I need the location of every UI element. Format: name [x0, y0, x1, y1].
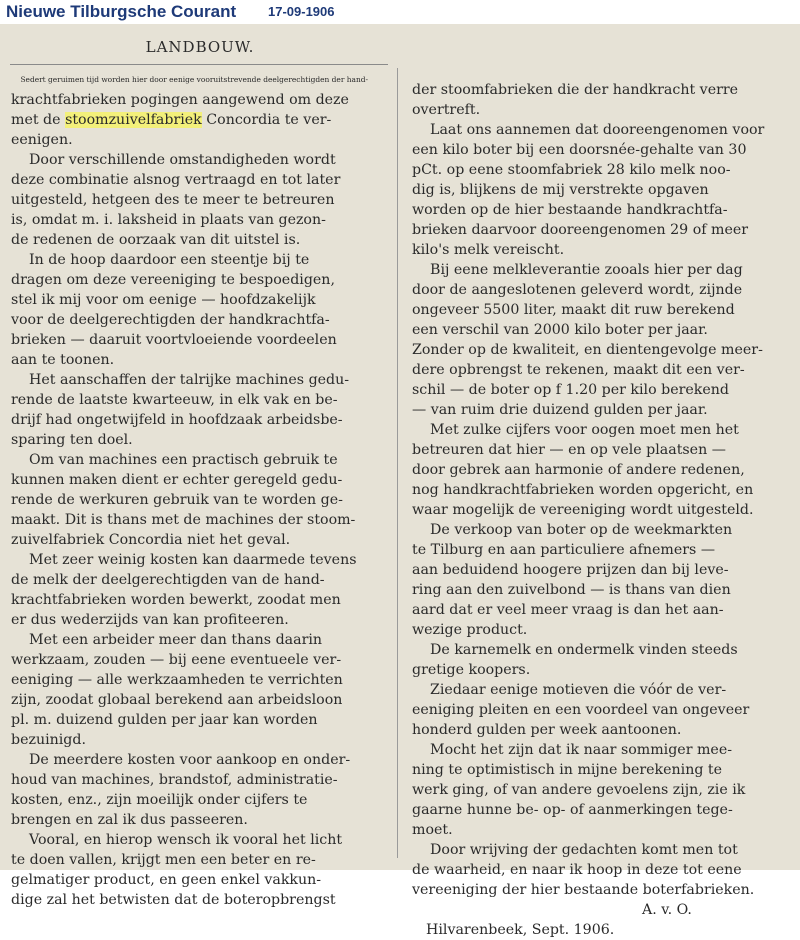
newspaper-name: Nieuwe Tilburgsche Courant	[6, 2, 237, 21]
article-line: Het aanschaffen der talrijke machines gedu-	[11, 372, 350, 388]
article-line: waar mogelijk de vereeniging wordt uitgesteld.	[412, 502, 754, 518]
article-line: Om van machines een practisch gebruik te	[11, 452, 338, 468]
article-line: Bij eene melkleverantie zooals hier per dag	[412, 262, 743, 278]
article-line: Ziedaar eenige motieven die vóór de ver-	[412, 682, 727, 698]
article-line: pCt. op eene stoomfabriek 28 kilo melk noo-	[412, 162, 731, 178]
article-line: uitgesteld, hetgeen des te meer te betreuren	[11, 192, 335, 208]
article-line: Met zulke cijfers voor oogen moet men het	[412, 422, 739, 438]
article-line: stel ik mij voor om eenige — hoofdzakelijk	[11, 292, 316, 308]
article-line: werkzaam, zouden — bij eene eventueele ver-	[11, 652, 342, 668]
article-line: overtreft.	[412, 102, 481, 118]
highlighted-search-term: stoomzuivelfabriek	[65, 112, 202, 128]
article-line: te Tilburg en aan particuliere afnemers —	[412, 542, 716, 558]
place-date-line: Hilvarenbeek, Sept. 1906.	[426, 922, 615, 938]
article-line: ongeveer 5500 liter, maakt dit ruw berekend	[412, 302, 735, 318]
article-line: eenigen.	[11, 132, 73, 148]
article-line: nog handkrachtfabrieken worden opgericht, en	[412, 482, 754, 498]
article-line: rende de laatste kwarteeuw, in elk vak en be-	[11, 392, 338, 408]
article-line: eeniging pleiten en een voordeel van ongeveer	[412, 702, 750, 718]
article-line: houd van machines, brandstof, administratie-	[11, 772, 338, 788]
article-line: In de hoop daardoor een steentje bij te	[11, 252, 310, 268]
article-line: kosten, enz., zijn moeilijk onder cijfers te	[11, 792, 308, 808]
article-line: brengen en zal ik dus passeeren.	[11, 812, 248, 828]
article-line: — van ruim drie duizend gulden per jaar.	[412, 402, 708, 418]
article-line: deze combinatie alsnog vertraagd en tot later	[11, 172, 341, 188]
article-line: aan te toonen.	[11, 352, 115, 368]
article-line: vereeniging der hier bestaande boterfabrieken.	[412, 882, 755, 898]
article-line: worden op de hier bestaande handkrachtfa-	[412, 202, 728, 218]
article-line: Door wrijving der gedachten komt men tot	[412, 842, 738, 858]
article-line: rende de werkuren gebruik van te worden ge-	[11, 492, 343, 508]
article-line	[11, 110, 376, 130]
article-line: bezuinigd.	[11, 732, 86, 748]
article-line: wezige product.	[412, 622, 528, 638]
author-signature: A. v. O.	[642, 902, 692, 918]
article-line: de waarheid, en naar ik hoop in deze tot eene	[412, 862, 742, 878]
article-line-end: Concordia te ver-	[201, 112, 332, 128]
article-line: gretige koopers.	[412, 662, 531, 678]
article-line: betreuren dat hier — en op vele plaatsen —	[412, 442, 726, 458]
article-line: werk ging, of van andere gevoelens zijn, zie ik	[412, 782, 746, 798]
article-line: kunnen maken dient er echter geregeld gedu-	[11, 472, 343, 488]
article-line: te doen vallen, krijgt men een beter en re-	[11, 852, 316, 868]
article-line: kilo's melk vereischt.	[412, 242, 565, 258]
article-line: brieken daarvoor dooreengenomen 29 of meer	[412, 222, 749, 238]
article-line: zuivelfabriek Concordia niet het geval.	[11, 532, 291, 548]
article-line: De verkoop van boter op de weekmarkten	[412, 522, 733, 538]
article-line: door de aangeslotenen geleverd wordt, zijnde	[412, 282, 743, 298]
newspaper-clipping	[0, 24, 800, 938]
column-divider	[397, 68, 398, 858]
title-divider	[10, 64, 388, 65]
article-line: Door verschillende omstandigheden wordt	[11, 152, 336, 168]
article-line: de redenen de oorzaak van dit uitstel is.	[11, 232, 301, 248]
article-line: door gebrek aan harmonie of andere redenen,	[412, 462, 745, 478]
article-line: pl. m. duizend gulden per jaar kan worden	[11, 712, 318, 728]
article-line: der stoomfabrieken die der handkracht verre	[412, 82, 739, 98]
article-line: dragen om deze vereeniging te bespoedigen,	[11, 272, 335, 288]
article-line: de melk der deelgerechtigden van de hand-	[11, 572, 325, 588]
article-line: ring aan den zuivelbond — is thans van dien	[412, 582, 731, 598]
article-line: zijn, zoodat globaal berekend aan arbeidsloon	[11, 692, 343, 708]
article-line: is, omdat m. i. laksheid in plaats van gezon-	[11, 212, 326, 228]
article-line: maakt. Dit is thans met de machines der stoom-	[11, 512, 356, 528]
article-line: sparing ten doel.	[11, 432, 133, 448]
article-line: er dus wederzijds van kan profiteeren.	[11, 612, 289, 628]
article-line: Sedert geruimen tijd worden hier door eenige vooruitstrevende deelgerechtigden der hand-	[11, 75, 369, 84]
article-line: Laat ons aannemen dat dooreengenomen voor	[412, 122, 765, 138]
article-line: Zonder op de kwaliteit, en dientengevolge meer-	[412, 342, 763, 358]
article-line: een verschil van 2000 kilo boter per jaar.	[412, 322, 708, 338]
article-line: dige zal het betwisten dat de boteropbrengst	[11, 892, 336, 908]
article-line: dere opbrengst te rekenen, maakt dit een ver-	[412, 362, 745, 378]
article-line: brieken — daaruit voortvloeiende voordeelen	[11, 332, 337, 348]
article-line: honderd gulden per week aantoonen.	[412, 722, 682, 738]
article-line: aan beduidend hoogere prijzen dan bij leve-	[412, 562, 729, 578]
article-line: aard dat er veel meer vraag is dan het aan-	[412, 602, 724, 618]
article-line: De meerdere kosten voor aankoop en onder-	[11, 752, 351, 768]
article-line: dig is, blijkens de mij verstrekte opgaven	[412, 182, 709, 198]
article-line: ning te optimistisch in mijne berekening te	[412, 762, 723, 778]
article-line: Met zeer weinig kosten kan daarmede tevens	[11, 552, 357, 568]
article-line: Mocht het zijn dat ik naar sommiger mee-	[412, 742, 733, 758]
right-column	[412, 80, 782, 940]
article-line: eeniging — alle werkzaamheden te verrichten	[11, 672, 343, 688]
article-line: voor de deelgerechtigden der handkrachtfa-	[11, 312, 330, 328]
left-column	[11, 70, 376, 910]
article-line: De karnemelk en ondermelk vinden steeds	[412, 642, 738, 658]
article-line: drijf had ongetwijfeld in hoofdzaak arbeidsbe-	[11, 412, 343, 428]
article-line: Met een arbeider meer dan thans daarin	[11, 632, 323, 648]
article-line-start: met de	[11, 112, 66, 128]
article-line: Vooral, en hierop wensch ik vooral het licht	[11, 832, 343, 848]
article-line: gaarne hunne be- op- of aanmerkingen tege-	[412, 802, 733, 818]
article-line: een kilo boter bij een doorsnée-gehalte van 30	[412, 142, 747, 158]
publication-date: 17-09-1906	[268, 4, 335, 19]
article-line: schil — de boter op f 1.20 per kilo berekend	[412, 382, 730, 398]
article-line: moet.	[412, 822, 453, 838]
clipping-header	[0, 0, 800, 24]
article-line: krachtfabrieken worden bewerkt, zoodat men	[11, 592, 341, 608]
article-line: gelmatiger product, en geen enkel vakkun-	[11, 872, 322, 888]
section-title: LANDBOUW.	[145, 38, 255, 56]
article-line: krachtfabrieken pogingen aangewend om deze	[11, 92, 349, 108]
